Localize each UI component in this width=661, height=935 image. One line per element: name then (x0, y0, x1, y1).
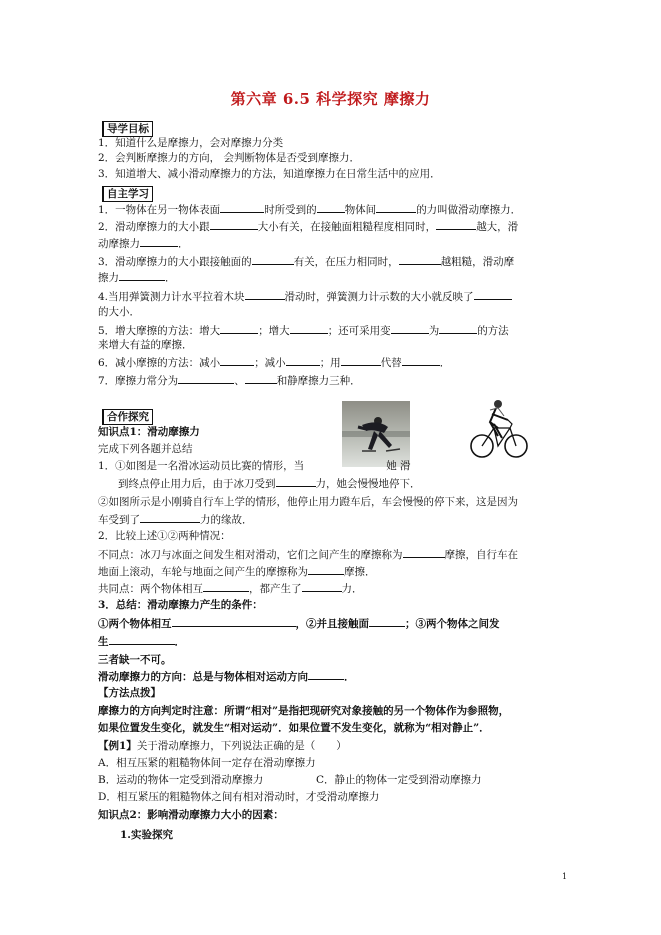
goal-2: 2．会判断摩擦力的方向， 会判断物体是否受到摩擦力． (98, 152, 361, 164)
experiment-title: 1.实验探究 (120, 829, 173, 841)
self-q2b: 动摩擦力 ． (98, 238, 189, 250)
cyclist-image (468, 398, 530, 464)
self-q4b: 的大小． (98, 306, 140, 318)
condition-b: 生 ． (98, 636, 185, 648)
method-tag: 【方法点拨】 (98, 687, 161, 699)
coop-common: 共同点：两个物体相互 ，都产生了 力． (98, 583, 363, 595)
option-a: A．相互压紧的粗糙物体间一定存在滑动摩擦力 (98, 757, 316, 769)
self-q6: 6．减小摩擦的方法：减小 ；减小 ；用 代替 ． (98, 357, 451, 369)
self-q7: 7．摩擦力常分为 、 和静摩擦力三种． (98, 375, 361, 387)
option-d: D．相互紧压的粗糙物体之间有相对滑动时，才受滑动摩擦力 (98, 791, 380, 803)
goal-3: 3．知道增大、减小滑动摩擦力的方法，知道摩擦力在日常生活中的应用． (98, 168, 441, 180)
self-q4a: 4.当用弹簧测力计水平拉着木块 滑动时，弹簧测力计示数的大小就反映了 (98, 289, 512, 304)
self-q2a: 2．滑动摩擦力的大小跟 大小有关，在接触面粗糙程度相同时， 越大，滑 (98, 221, 519, 233)
option-b: B．运动的物体一定受到滑动摩擦力 (98, 774, 264, 786)
direction: 滑动摩擦力的方向：总是与物体相对运动方向 ． (98, 671, 355, 683)
coop-q2: 2．比较上述①②两种情况： (98, 530, 231, 542)
section-self-study: 自主学习 (102, 186, 153, 202)
coop-q1a: 1．①如图是一名滑冰运动员比赛的情形，当 她 滑 (98, 460, 411, 472)
point-1-title: 知识点1：滑动摩擦力 (98, 426, 200, 438)
point-2-title: 知识点2：影响滑动摩擦力大小的因素： (98, 809, 284, 821)
option-c: C．静止的物体一定受到滑动摩擦力 (316, 774, 482, 786)
method-line-2: 如果位置发生变化，就发生“相对运动”．如果位置不发生变化，就称为“相对静止”． (98, 722, 490, 734)
self-q1: 1．一物体在另一物体表面 时所受到的 物体间 的力叫做滑动摩擦力． (98, 204, 522, 216)
coop-q1b: 到终点停止用力后，由于冰刀受到 力，她会慢慢地停下． (118, 478, 421, 490)
self-q5a: 5．增大摩擦的方法：增大 ；增大 ；还可采用变 为 的方法 (98, 325, 509, 337)
coop-diff-b: 地面上滚动，车轮与地面之间产生的摩擦称为 摩擦． (98, 566, 376, 578)
section-goals: 导学目标 (102, 121, 153, 137)
coop-q1d: 车受到了 力的缘故． (98, 514, 253, 526)
coop-diff-a: 不同点：冰刀与冰面之间发生相对滑动，它们之间产生的摩擦称为 摩擦，自行车在 (98, 549, 518, 561)
instruction: 完成下列各题并总结 (98, 443, 193, 455)
goal-1: 1．知道什么是摩擦力，会对摩擦力分类 (98, 137, 284, 149)
section-cooperate: 合作探究 (102, 409, 153, 425)
page-title: 第六章 6.5 科学探究 摩擦力 (230, 90, 431, 108)
self-q5b: 来增大有益的摩擦． (98, 339, 193, 351)
self-q3a: 3．滑动摩擦力的大小跟接触面的 有关，在压力相同时， 越粗糙，滑动摩 (98, 256, 515, 268)
method-line-1: 摩擦力的方向判定时注意：所谓“相对”是指把现研究对象接触的另一个物体作为参照物， (98, 705, 510, 717)
self-q3b: 擦力 ． (98, 272, 176, 284)
skater-image (342, 401, 410, 467)
example-question: 【例1】关于滑动摩擦力，下列说法正确的是（ ） (98, 740, 347, 752)
coop-q3: 3．总结：滑动摩擦力产生的条件： (98, 599, 263, 611)
coop-q1c: ②如图所示是小刚骑自行车上学的情形，他停止用力蹬车后，车会慢慢的停下来，这是因为 (98, 496, 518, 508)
condition-a: ①两个物体相互 ，②并且接触面 ；③两个物体之间发 (98, 618, 500, 630)
page-number: 1 (562, 872, 568, 881)
none-missing: 三者缺一不可。 (98, 654, 172, 666)
